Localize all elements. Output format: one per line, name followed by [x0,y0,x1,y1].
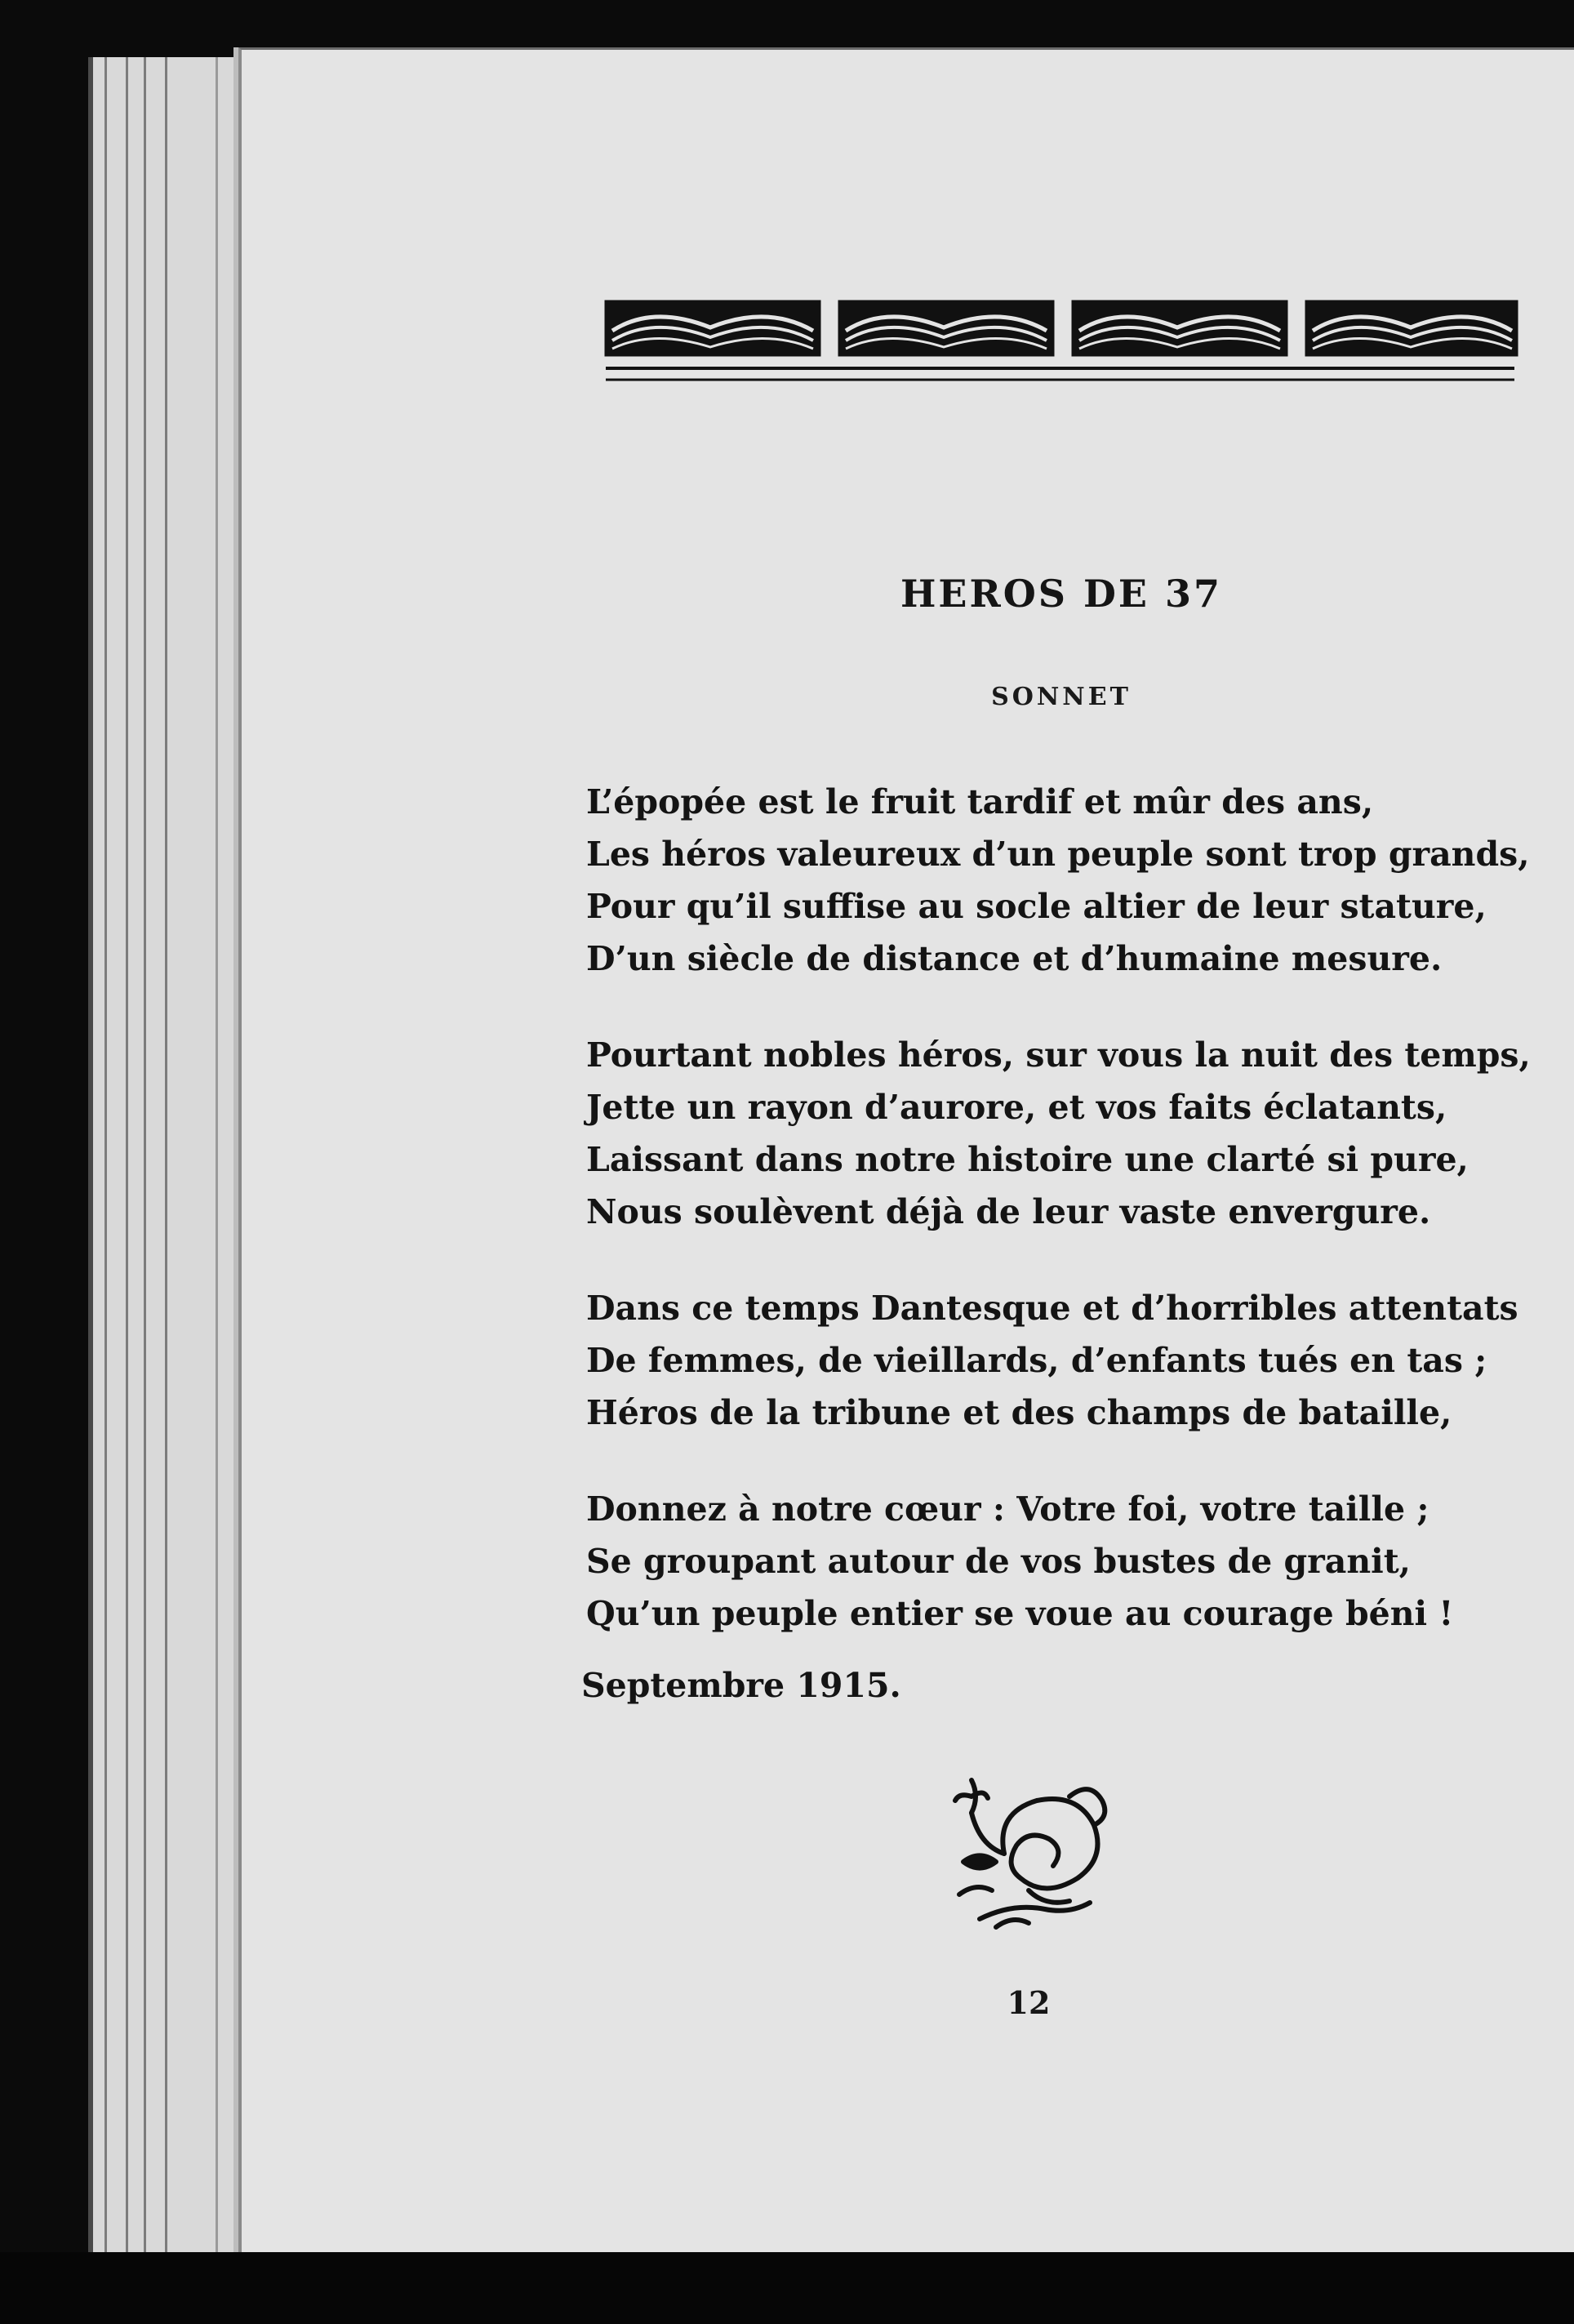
poem-line: Jette un rayon d’aurore, et vos faits éclatants, [586,1088,1447,1127]
poem-line: De femmes, de vieillards, d’enfants tués en tas ; [586,1341,1487,1380]
floral-vignette-icon [947,1764,1118,1935]
poem-line: Se groupant autour de vos bustes de granit, [586,1542,1411,1581]
stanza-3 [586,1282,1525,1439]
poem-line: Pourtant nobles héros, sur vous la nuit des temps, [586,1035,1531,1075]
stanza-4 [586,1483,1525,1640]
stanza-1 [586,776,1530,985]
scan-border-bottom [0,2252,1574,2324]
stanza-2 [586,1029,1531,1238]
poem-line: Pour qu’il suffise au socle altier de leur stature, [586,887,1487,926]
poem-date: Septembre 1915. [581,1666,901,1705]
poem-line: Laissant dans notre histoire une clarté si pure, [586,1140,1469,1179]
poem-line: Dans ce temps Dantesque et d’horribles attentats [586,1289,1518,1328]
poem-line: L’épopée est le fruit tardif et mûr des ans, [586,782,1374,821]
poem-body [586,776,1531,1684]
header-ornament-icon [604,298,1518,396]
poem-line: D’un siècle de distance et d’humaine mesure. [586,939,1443,978]
page-number: 12 [1007,1984,1051,2021]
poem-line: Les héros valeureux d’un peuple sont trop grands, [586,835,1530,874]
poem-title: HEROS DE 37 [900,572,1223,616]
poem-subtitle: SONNET [991,683,1132,711]
poem-line: Héros de la tribune et des champs de bataille, [586,1393,1452,1432]
poem-line: Donnez à notre cœur : Votre foi, votre taille ; [586,1489,1429,1529]
poem-line: Qu’un peuple entier se voue au courage béni ! [586,1594,1454,1633]
poem-line: Nous soulèvent déjà de leur vaste envergure. [586,1192,1431,1231]
